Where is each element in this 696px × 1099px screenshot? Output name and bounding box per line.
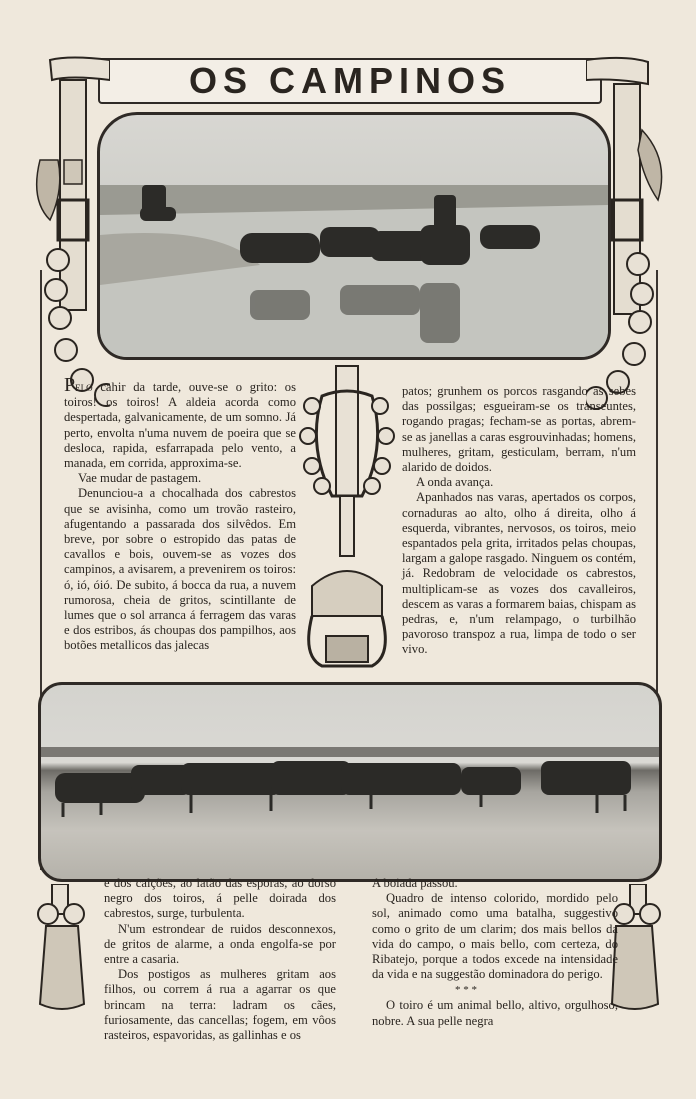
small-caps-lead: elo (75, 380, 93, 394)
paragraph: Denunciou-a a chocalhada dos cabrestos que se avisinha, como um trovão rasteiro, afugentando a passarada dos silvêdos. Em breve, por sobre o estropido das patas de cavallos e bois, ouvem-se as vozes dos campinos, a avisarem, a prevenirem os toiros: ó, ió, óió. De subito, á bocca da rua, a nuvem rumorosa, cheia de gritos, scintillante de lumes que o sol arranca á ferragem das varas e dos estribos, ás choupas dos pampilhos, aos botões metallicos das jalecas (64, 486, 296, 653)
herd-crossing-water-image (100, 115, 608, 357)
stirrup-ornament (292, 356, 402, 686)
paragraph: Quadro de intenso colorido, mordido pelo sol, animado como uma batalha, suggestivo como o grito de um clarim; dos mais bellos da vida do campo, o mais bello, com certeza, do Ribatejo, porque a todos excede na intensidade da vida e na suggestão dominadora do perigo. (372, 891, 618, 982)
paragraph: O toiro é um animal bello, altivo, orgulhoso, nobre. A sua pelle negra (372, 998, 618, 1028)
top-photo (97, 112, 611, 360)
page-title: OS CAMPINOS (188, 60, 512, 101)
section-separator: * * * (455, 984, 477, 996)
tassel-ornament-left (34, 884, 94, 1014)
paragraph: A boiada passou. (372, 876, 458, 890)
text-column-top-left (64, 374, 296, 654)
text-column-bottom-right (372, 876, 618, 1029)
paragraph: A onda avança. (416, 475, 494, 490)
horsemen-line-image (41, 685, 659, 879)
paragraph: patos; grunhem os porcos rasgando as sebes das possilgas; esgueiram-se os transeuntes, rogando pragas; fecham-se as portas, abrem-se as janellas a caras esgrouvinhadas; homens, mulheres, gritam, gesticulam, berram, n'um alarido de doidos. (402, 384, 636, 475)
title-banner (98, 58, 602, 104)
text-column-top-right (402, 384, 636, 658)
paragraph: Apanhados nas varas, apertados os corpos, cornaduras ao alto, olho á direita, olho á esquerda, vibrantes, nervosos, os toiros, meio espantados pela grita, irritados pelas choupas, largam a galope rasgado. Ninguem os contém, já. Redobram de velocidade os cabrestos, multiplicam-se as vozes dos cavalleiros, descem as varas a formarem baias, chispam as pedras, e, n'um relampago, o turbilhão pavoroso transpoz a rua, limpa de todo o ser vivo. (402, 490, 636, 657)
paragraph: Vae mudar de pastagem. (78, 471, 202, 486)
paragraph: N'um estrondear de ruidos desconnexos, de gritos de alarme, a onda engolfa-se por entre a casaria. (104, 921, 336, 967)
paragraph (64, 374, 296, 471)
drop-cap: P (64, 374, 76, 396)
paragraph-text: cahir da tarde, ouve-se o grito: os toiros! os toiros! A aldeia acorda como despertada, galvanicamente, de um somno. Já perto, envolta n'uma nuvem de poeira que se desloca, rapida, esfarrapada pelo vento, a manada, em corrida, approxima-se. (64, 380, 296, 471)
bottom-photo (38, 682, 662, 882)
text-column-bottom-left (104, 876, 336, 1043)
paragraph: e dos calções, ao latão das esporas, ao dorso negro dos toiros, á pelle doirada dos cabrestos, surge, turbulenta. (104, 876, 336, 921)
paragraph: Dos postigos as mulheres gritam aos filhos, ou correm á rua a agarrar os que brincam na terra: ladram os cães, furiosamente, das cancellas; fogem, em vôos rasteiros, espavoridas, as gallinhas e os (104, 967, 336, 1043)
